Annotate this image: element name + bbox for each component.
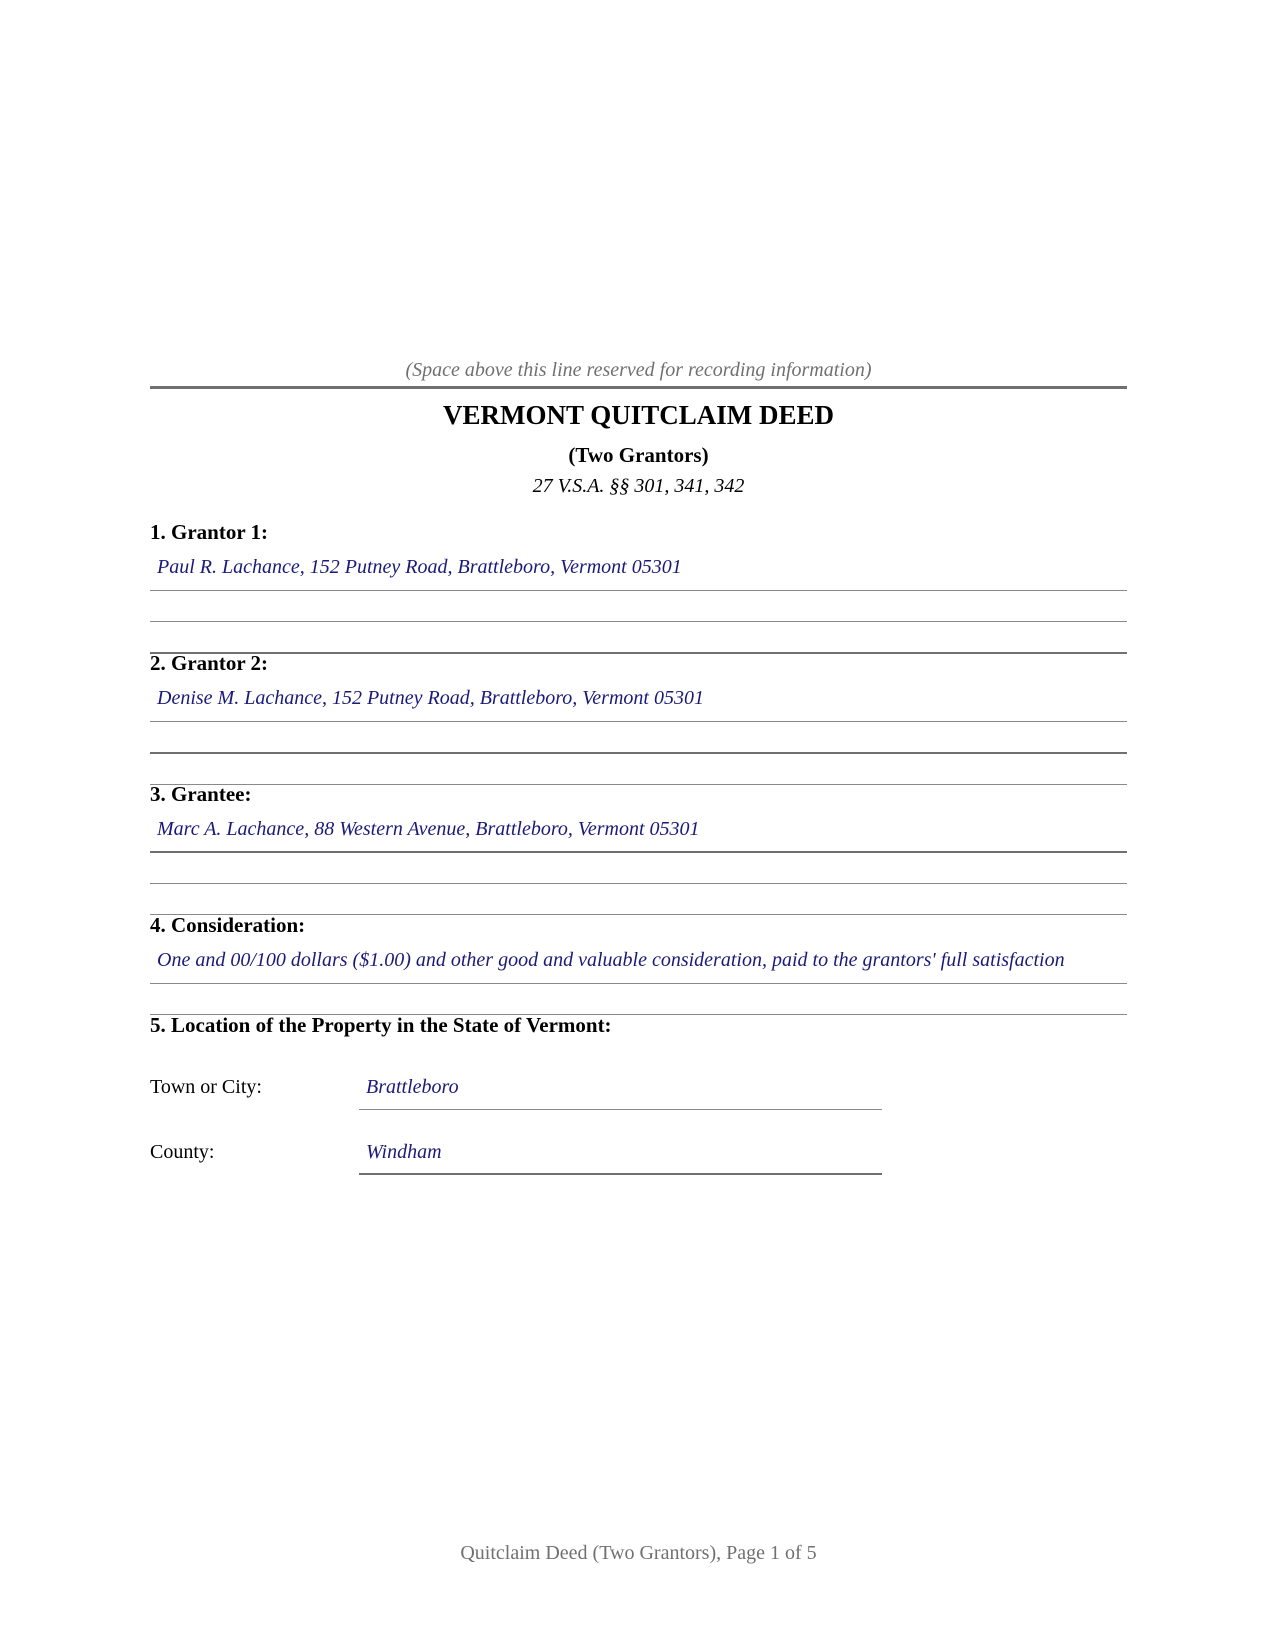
county-label: County: — [150, 1141, 215, 1163]
grantor1-line-3 — [150, 652, 1127, 654]
county-line — [359, 1173, 882, 1175]
grantee-heading: 3. Grantee: — [150, 782, 252, 806]
consideration-line-1 — [150, 983, 1127, 984]
grantor2-line-3 — [150, 784, 1127, 785]
recording-divider — [150, 386, 1127, 389]
town-line — [359, 1109, 882, 1110]
county-value[interactable]: Windham — [366, 1141, 442, 1163]
grantor2-heading: 2. Grantor 2: — [150, 651, 269, 675]
grantor2-line-1 — [150, 721, 1127, 722]
consideration-value[interactable]: One and 00/100 dollars ($1.00) and other good and valuable consideration, paid to the grantors' full satisfaction — [157, 949, 1065, 971]
grantor1-line-2 — [150, 621, 1127, 622]
statute-citation: 27 V.S.A. §§ 301, 341, 342 — [532, 475, 745, 497]
grantee-line-1 — [150, 851, 1127, 853]
page-footer: Quitclaim Deed (Two Grantors), Page 1 of 5 — [460, 1542, 817, 1564]
grantor1-value[interactable]: Paul R. Lachance, 152 Putney Road, Brattleboro, Vermont 05301 — [157, 556, 682, 578]
town-value[interactable]: Brattleboro — [366, 1076, 459, 1098]
grantor1-heading: 1. Grantor 1: — [150, 520, 269, 544]
consideration-heading: 4. Consideration: — [150, 913, 306, 937]
grantor2-value[interactable]: Denise M. Lachance, 152 Putney Road, Brattleboro, Vermont 05301 — [157, 687, 704, 709]
grantee-value[interactable]: Marc A. Lachance, 88 Western Avenue, Brattleboro, Vermont 05301 — [157, 818, 700, 840]
grantor1-line-1 — [150, 590, 1127, 591]
recording-note: (Space above this line reserved for recording information) — [405, 359, 872, 381]
location-heading: 5. Location of the Property in the State of Vermont: — [150, 1013, 612, 1037]
document-title: VERMONT QUITCLAIM DEED — [442, 400, 835, 430]
document-subtitle: (Two Grantors) — [568, 443, 709, 467]
grantor2-line-2 — [150, 752, 1127, 754]
grantee-line-2 — [150, 883, 1127, 884]
town-label: Town or City: — [150, 1076, 262, 1098]
